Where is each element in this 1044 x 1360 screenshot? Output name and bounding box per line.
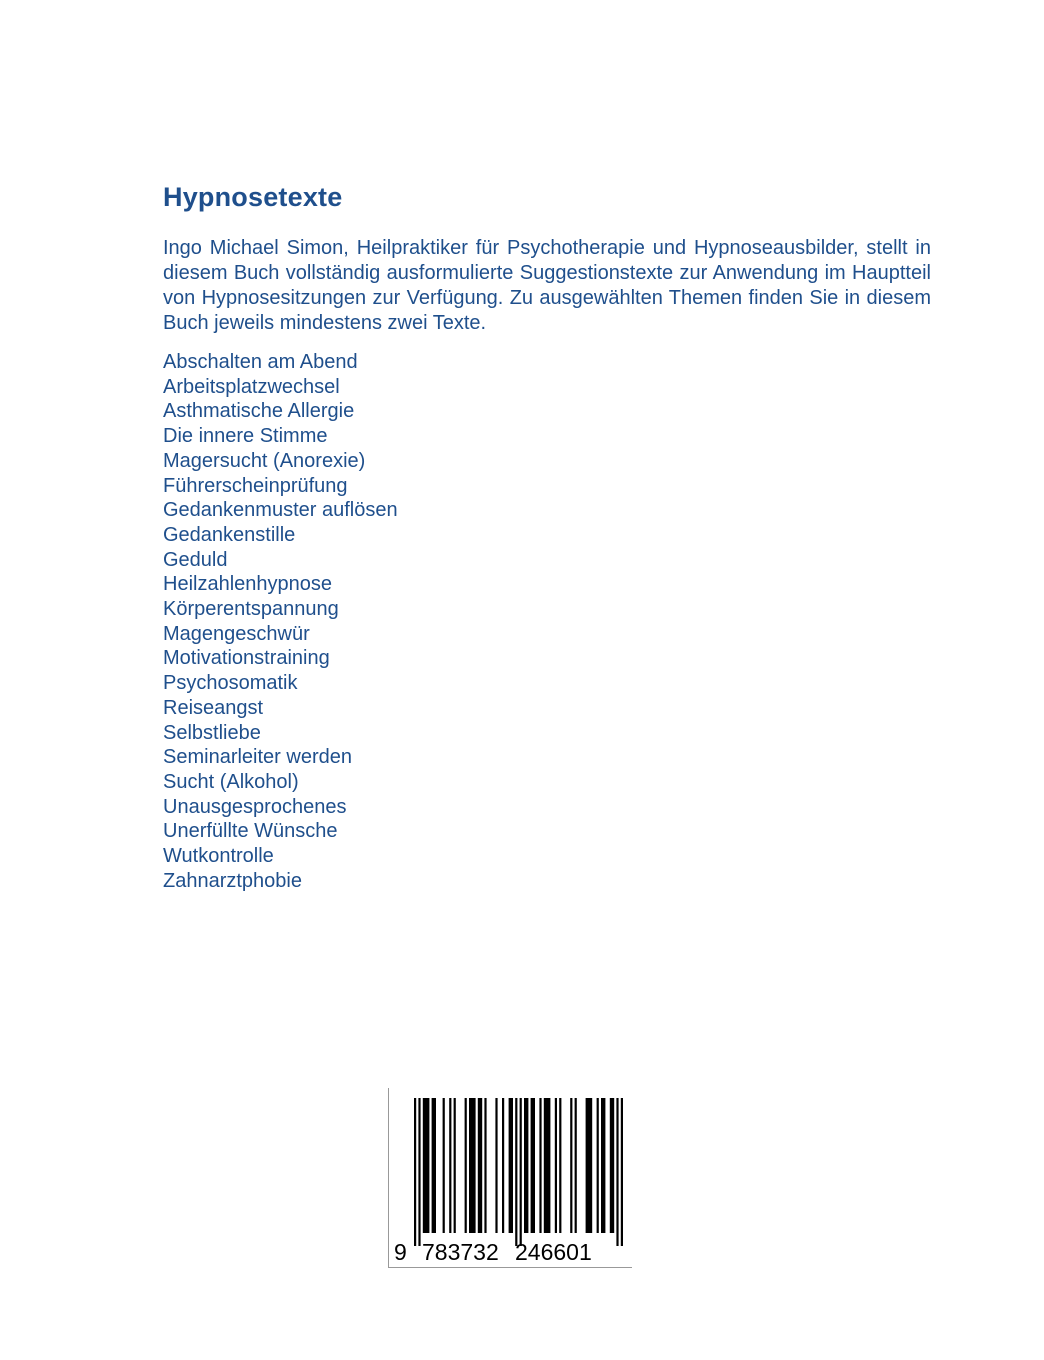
- book-description: Ingo Michael Simon, Heilpraktiker für Psychotherapie und Hypnoseausbilder, stellt in diesem Buch vollständig ausformulierte Suggestionstexte zur Anwendung im Hauptteil von Hypnosesitzungen zur Verfügung. Zu ausgewählten Themen finden Sie in diesem Buch jeweils mindestens zwei Texte.: [163, 237, 931, 334]
- topic-item: Führerscheinprüfung: [163, 474, 348, 497]
- barcode-first-digit: 9: [394, 1239, 407, 1265]
- topic-item: Gedankenmuster auflösen: [163, 499, 398, 522]
- topic-item: Geduld: [163, 548, 228, 571]
- barcode-bar: [432, 1098, 436, 1233]
- barcode-bar: [495, 1098, 497, 1233]
- barcode-bar: [478, 1098, 482, 1233]
- topic-item: Sucht (Alkohol): [163, 770, 299, 793]
- barcode-left-group: 783732: [422, 1239, 499, 1265]
- topic-item: Reiseangst: [163, 696, 264, 719]
- barcode-bar: [502, 1098, 504, 1233]
- barcode-bar: [601, 1098, 605, 1233]
- barcode-bar: [544, 1098, 551, 1233]
- topic-item: Gedankenstille: [163, 523, 296, 546]
- topic-item: Seminarleiter werden: [163, 746, 352, 769]
- topic-item: Zahnarztphobie: [163, 869, 302, 892]
- topic-item: Arbeitsplatzwechsel: [163, 375, 340, 398]
- topic-item: Unausgesprochenes: [163, 795, 347, 818]
- barcode-bar: [575, 1098, 577, 1233]
- barcode-guard-bar: [621, 1098, 623, 1246]
- barcode-guard-bar: [414, 1098, 416, 1246]
- barcode-bar: [449, 1098, 451, 1233]
- barcode-bar: [509, 1098, 513, 1233]
- barcode-guard-bar: [616, 1098, 618, 1246]
- barcode-bar: [570, 1098, 572, 1233]
- barcode-guard-bar: [515, 1098, 517, 1246]
- barcode-bar: [539, 1098, 541, 1233]
- barcode-guard-bar: [418, 1098, 420, 1246]
- barcode-bar: [559, 1098, 561, 1233]
- topic-item: Heilzahlenhypnose: [163, 573, 333, 596]
- topic-item: Motivationstraining: [163, 647, 330, 670]
- barcode-right-group: 246601: [515, 1239, 592, 1265]
- barcode-graphic: [389, 1088, 633, 1268]
- barcode-bar: [524, 1098, 528, 1233]
- barcode-bar: [469, 1098, 476, 1233]
- barcode-bar: [597, 1098, 599, 1233]
- book-title: Hypnosetexte: [163, 182, 343, 212]
- topic-item: Asthmatische Allergie: [163, 400, 355, 423]
- topic-item: Abschalten am Abend: [163, 351, 358, 373]
- topic-item: Unerfüllte Wünsche: [163, 820, 338, 843]
- barcode-bar: [610, 1098, 614, 1233]
- topic-item: Wutkontrolle: [163, 845, 274, 868]
- barcode-bar: [555, 1098, 557, 1233]
- barcode-guard-bar: [520, 1098, 522, 1246]
- barcode-bar: [423, 1098, 430, 1233]
- barcode-bar: [484, 1098, 486, 1233]
- barcode-bar: [531, 1098, 535, 1233]
- topic-list: [163, 350, 398, 893]
- topic-item: Selbstliebe: [163, 721, 261, 744]
- topic-item: Magengeschwür: [163, 622, 310, 645]
- isbn-barcode: [388, 1088, 632, 1268]
- barcode-bar: [454, 1098, 456, 1233]
- barcode-bar: [586, 1098, 593, 1233]
- topic-item: Die innere Stimme: [163, 425, 328, 448]
- barcode-bar: [465, 1098, 467, 1233]
- topic-item: Psychosomatik: [163, 672, 298, 695]
- barcode-bar: [443, 1098, 445, 1233]
- topic-item: Körperentspannung: [163, 598, 339, 621]
- topic-item: Magersucht (Anorexie): [163, 449, 366, 472]
